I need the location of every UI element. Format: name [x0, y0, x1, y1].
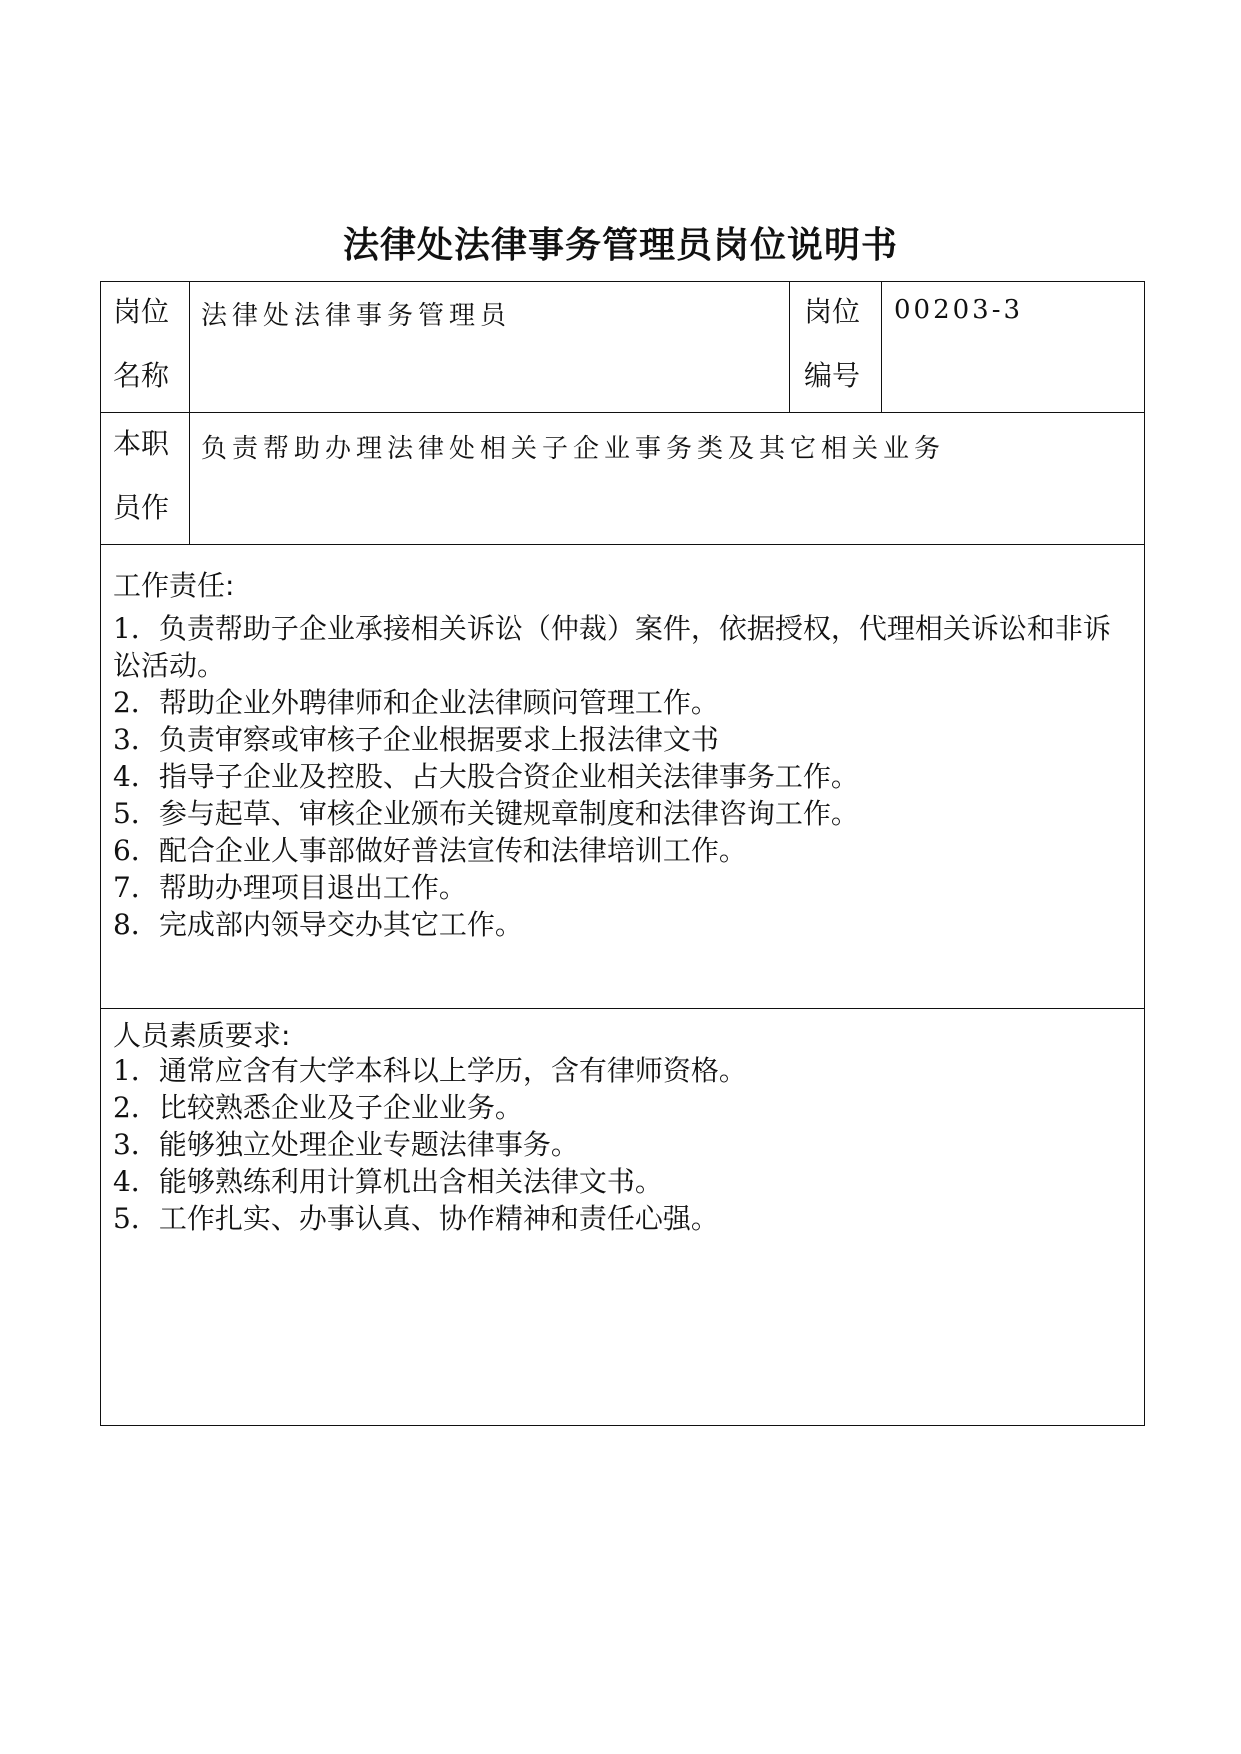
list-item: 2．帮助企业外聘律师和企业法律顾问管理工作。: [113, 686, 719, 719]
row-divider: [101, 544, 1144, 545]
position-name-value: 法律处法律事务管理员: [201, 301, 512, 331]
qualifications-list: [113, 1052, 1134, 1237]
position-code-label-line-2: 编号: [804, 359, 861, 392]
column-divider: [789, 282, 790, 412]
list-item: 5．参与起草、审核企业颁布关键规章制度和法律咨询工作。: [113, 797, 859, 830]
position-code-label: [804, 280, 884, 408]
list-item: 4．指导子企业及控股、占大股合资企业相关法律事务工作。: [113, 760, 859, 793]
position-name-label-line-1: 岗位: [113, 295, 170, 328]
list-item: 6．配合企业人事部做好普法宣传和法律培训工作。: [113, 834, 747, 867]
list-item: 1．通常应含有大学本科以上学历，含有律师资格。: [113, 1054, 747, 1087]
list-item: 3．能够独立处理企业专题法律事务。: [113, 1128, 579, 1161]
list-item: 2．比较熟悉企业及子企业业务。: [113, 1091, 523, 1124]
qualifications-heading: 人员素质要求:: [113, 1019, 291, 1052]
position-code-value: 00203-3: [894, 295, 1024, 325]
row-divider: [101, 1008, 1144, 1009]
list-item: 8．完成部内领导交办其它工作。: [113, 908, 523, 941]
position-name-label-line-2: 名称: [113, 359, 170, 392]
list-item: 4．能够熟练利用计算机出含相关法律文书。: [113, 1165, 663, 1198]
list-item: 3．负责审察或审核子企业根据要求上报法律文书: [113, 723, 719, 756]
duty-value: 负责帮助办理法律处相关子企业事务类及其它相关业务: [201, 434, 946, 464]
duty-label: [113, 412, 193, 540]
list-item: 1．负责帮助子企业承接相关诉讼（仲裁）案件，依据授权，代理相关诉讼和非诉讼活动。: [113, 612, 1111, 682]
duty-label-line-2: 员作: [113, 491, 170, 524]
duty-label-line-1: 本职: [113, 427, 170, 460]
list-item: 7．帮助办理项目退出工作。: [113, 871, 467, 904]
responsibilities-list: [113, 610, 1134, 943]
document-title: 法律处法律事务管理员岗位说明书: [342, 225, 898, 266]
position-code-label-line-1: 岗位: [804, 295, 861, 328]
position-name-label: [113, 280, 193, 408]
job-description-table: [100, 281, 1145, 1426]
responsibilities-heading: 工作责任:: [113, 569, 235, 602]
list-item: 5．工作扎实、办事认真、协作精神和责任心强。: [113, 1202, 719, 1235]
row-divider: [101, 412, 1144, 413]
